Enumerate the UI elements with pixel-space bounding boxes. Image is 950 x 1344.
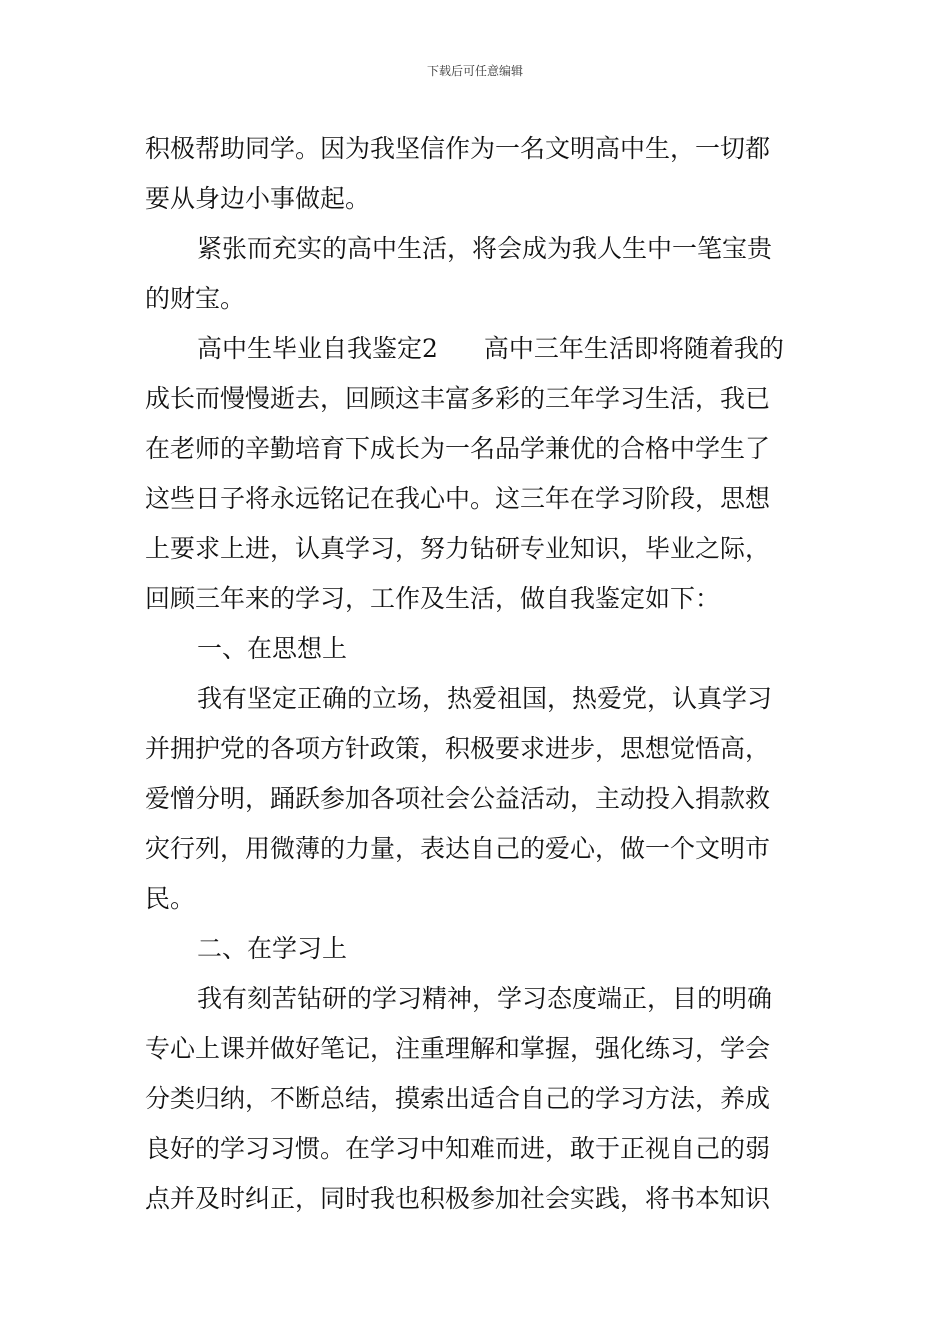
text-line: 上要求上进，认真学习，努力钻研专业知识，毕业之际， — [145, 534, 771, 563]
text-line: 分类归纳，不断总结，摸索出适合自己的学习方法，养成 — [145, 1084, 771, 1113]
text-line: 的财宝。 — [145, 284, 246, 313]
text-line: 积极帮助同学。因为我坚信作为一名文明高中生，一切都 — [145, 134, 771, 163]
text-line: 紧张而充实的高中生活，将会成为我人生中一笔宝贵 — [197, 234, 773, 263]
section-title: 高中生毕业自我鉴定2 — [197, 334, 438, 363]
page-header: 下载后可任意编辑 — [426, 64, 523, 78]
text-line: 我有坚定正确的立场，热爱祖国，热爱党，认真学习 — [197, 684, 773, 713]
text-line: 良好的学习习惯。在学习中知难而进，敢于正视自己的弱 — [145, 1134, 771, 1163]
text-line: 回顾三年来的学习，工作及生活，做自我鉴定如下： — [145, 584, 721, 613]
text-line: 灾行列，用微薄的力量，表达自己的爱心，做一个文明市 — [145, 834, 771, 863]
document-body — [145, 124, 807, 1224]
text-line: 点并及时纠正，同时我也积极参加社会实践，将书本知识 — [145, 1184, 771, 1213]
text-segment: 高中三年生活即将随着我的 — [483, 334, 784, 363]
text-line: 专心上课并做好笔记，注重理解和掌握，强化练习，学会 — [145, 1034, 771, 1063]
text-line: 成长而慢慢逝去，回顾这丰富多彩的三年学习生活，我已 — [145, 384, 771, 413]
text-line: 并拥护党的各项方针政策，积极要求进步，思想觉悟高， — [145, 734, 771, 763]
subheading-line: 一、在思想上 — [197, 634, 348, 663]
text-line: 在老师的辛勤培育下成长为一名品学兼优的合格中学生了 — [145, 434, 771, 463]
text-line: 这些日子将永远铭记在我心中。这三年在学习阶段，思想 — [145, 484, 771, 513]
text-line: 要从身边小事做起。 — [145, 184, 371, 213]
subheading-line: 二、在学习上 — [197, 934, 348, 963]
section-heading-line — [145, 324, 807, 374]
text-line: 爱憎分明，踊跃参加各项社会公益活动，主动投入捐款救 — [145, 784, 771, 813]
text-line: 我有刻苦钻研的学习精神，学习态度端正，目的明确 — [197, 984, 773, 1013]
text-line: 民。 — [145, 884, 196, 913]
